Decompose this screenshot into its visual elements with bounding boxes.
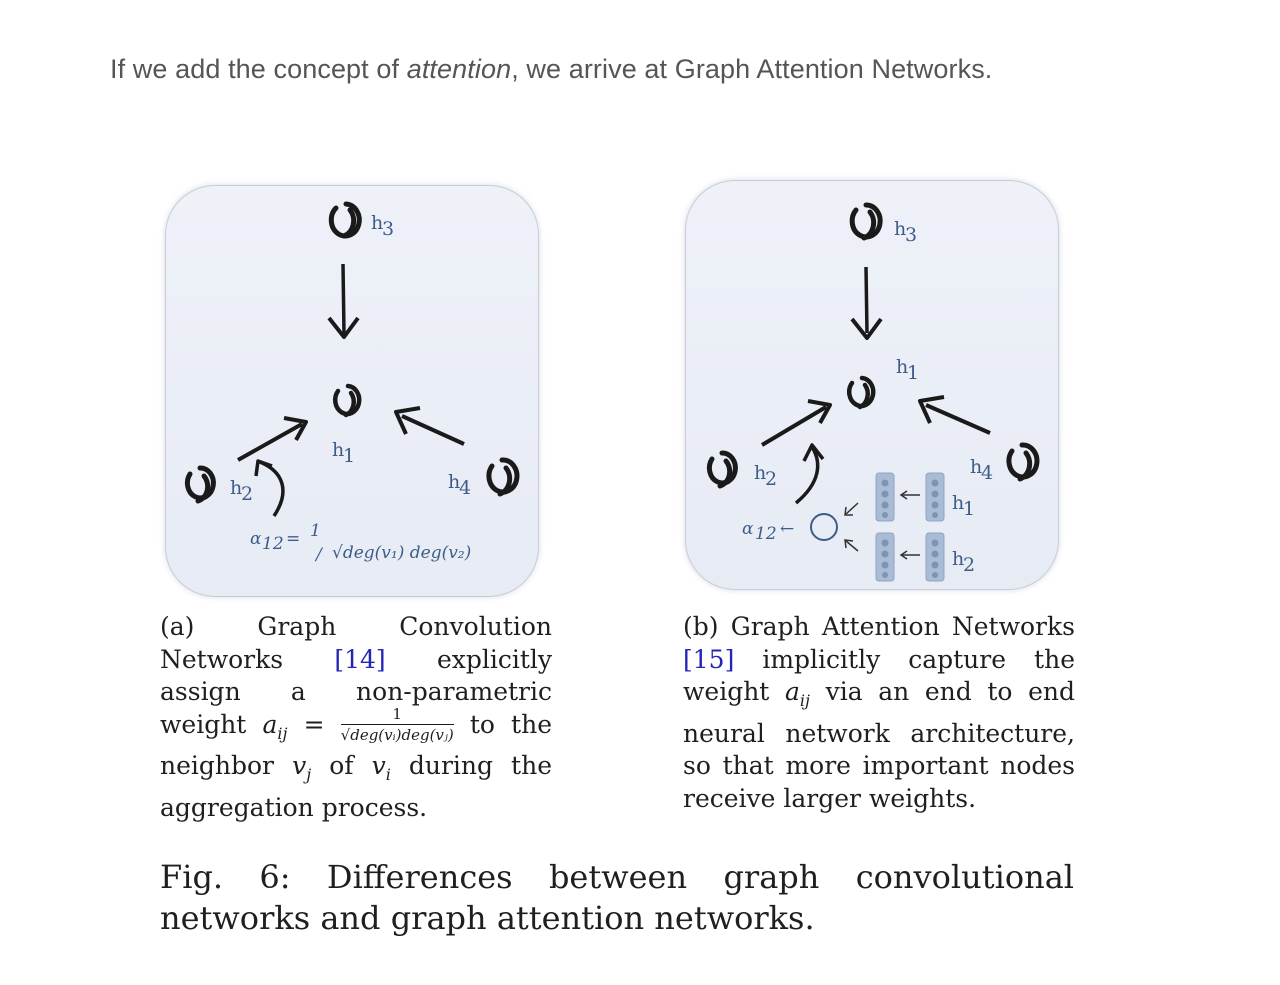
fraction-denominator: √deg(vᵢ)deg(vⱼ) [340,725,454,744]
formula-one: 1 [310,521,321,541]
arrow-h3-to-h1 [866,267,867,333]
intro-before: If we add the concept of [110,54,407,84]
alpha-sub: 12 [755,524,777,544]
caption-b-prefix: (b) Graph Attention Networks [683,612,1075,641]
formula-denominator: √deg(v₁) deg(v₂) [332,543,472,563]
node-h4 [1009,445,1037,479]
arrow-h4-to-h1 [402,416,464,444]
feature-vector-left-top [876,473,894,521]
caption-a-prefix: (a) Graph Convolution Networks [160,612,552,674]
formula-alpha: α [250,529,262,549]
arrow-h2-to-h1 [762,407,826,445]
node-h1 [849,378,873,407]
feature-vector-left-bottom [876,533,894,581]
label-h1-vector-sub: 1 [963,498,976,520]
caption-a-part3: of [311,751,372,780]
node-h1 [335,386,359,415]
formula-slash: / [316,545,322,565]
math-fraction [341,706,454,743]
label-h3: h [371,212,384,234]
label-h3-sub: 3 [382,218,395,240]
gcn-diagram [166,186,538,596]
feature-vector-right-top [926,473,944,521]
caption-gat [683,611,1075,815]
curved-arrow-weight [260,462,283,516]
math-v-i [371,751,391,784]
intro-sentence [110,54,992,85]
label-h2: h [754,462,767,484]
math-a-ij [784,677,810,710]
caption-b-part1: implicitly capture the weight [683,644,1075,706]
label-h4: h [970,456,983,478]
fraction-numerator: 1 [341,706,454,725]
alpha-label: α [742,519,754,539]
label-h3-sub: 3 [905,224,918,246]
label-h4: h [448,471,461,493]
label-h1-sub: 1 [343,445,356,467]
math-a-sub: ij [799,691,810,710]
math-v-j [292,751,312,784]
label-h1: h [896,356,909,378]
feature-vector-right-bottom [926,533,944,581]
formula-alpha-sub: 12 [262,534,284,554]
arrow-h2-to-h1 [238,424,302,460]
formula-equals: = [286,529,301,549]
caption-a-eq: = [287,709,341,739]
label-h1-vector: h [952,492,965,514]
label-h1-sub: 1 [907,362,920,384]
arrow-vec1-to-attn [846,503,858,514]
caption-gcn [160,611,552,824]
label-h2-vector-sub: 2 [963,554,976,576]
math-v: v [292,751,307,780]
node-h2 [187,468,213,501]
label-h4-sub: 4 [981,462,994,484]
citation-15-link[interactable]: [15] [683,644,735,674]
intro-after: , we arrive at Graph Attention Networks. [511,54,993,84]
alpha-arrow: ← [780,519,795,539]
node-h3 [852,205,880,238]
gcn-diagram-panel [165,185,539,597]
citation-14-link[interactable]: [14] [334,644,386,674]
attention-node [811,514,837,540]
math-v-sub: j [306,765,312,784]
math-v: v [371,751,386,780]
label-h2: h [230,477,243,499]
label-h3: h [894,218,907,240]
figure-caption: Fig. 6: Differences between graph convolutional networks and graph attention networks. [160,858,1074,937]
arrow-vec2-to-attn [846,541,858,551]
label-h4-sub: 4 [459,477,472,499]
intro-emphasis: attention [406,54,512,84]
label-h1: h [332,439,345,461]
math-a: a [262,709,278,739]
label-h2-vector: h [952,548,965,570]
node-h2 [709,453,735,486]
caption-a-part2: to the neighbor [160,709,553,780]
node-h3 [331,204,359,236]
math-v-sub: i [385,765,391,784]
gat-diagram-panel [685,180,1059,590]
caption-a-part4: during the aggregation process. [160,751,553,822]
label-h2-sub: 2 [765,468,778,490]
caption-b-part2: via an end to end neural network architecture, so that more important nodes receive larger weights. [683,677,1075,813]
caption-a-part1: explicitly assign a non-parametric weight [160,644,552,739]
math-a-sub: ij [277,723,288,743]
math-a-ij [262,709,288,743]
node-h4 [489,460,517,494]
label-h2-sub: 2 [241,483,254,505]
gat-diagram [686,181,1058,589]
math-a: a [784,677,800,706]
arrow-h3-to-h1 [343,264,344,334]
arrow-h4-to-h1 [926,405,990,433]
